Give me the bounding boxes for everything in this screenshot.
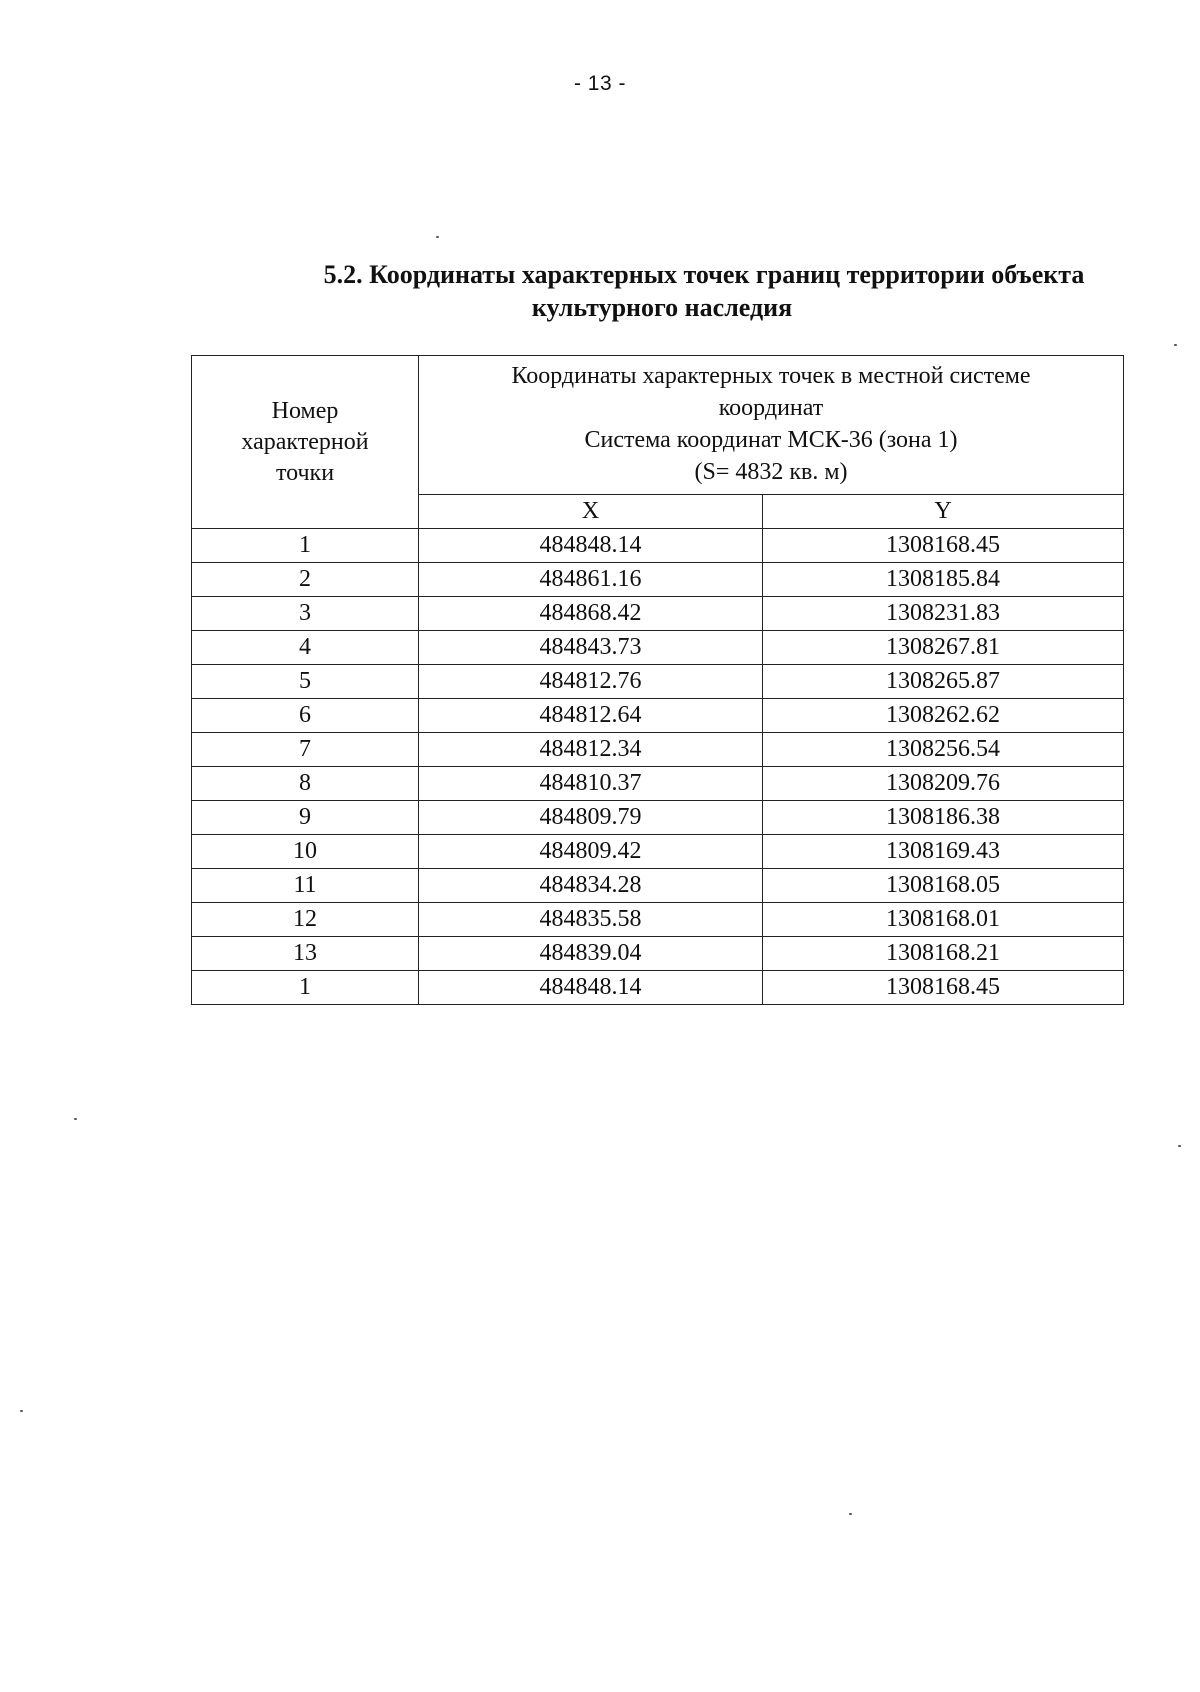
y-coordinate-cell: 1308265.87 (763, 665, 1124, 699)
table-row (192, 665, 1124, 699)
x-coordinate-cell: 484839.04 (419, 937, 763, 971)
page-number: - 13 - (573, 72, 626, 95)
x-coordinate-cell: 484861.16 (419, 563, 763, 597)
point-number-cell: 11 (192, 869, 419, 903)
y-coordinate-cell: 1308185.84 (763, 563, 1124, 597)
point-number-cell: 8 (192, 767, 419, 801)
y-coordinate-cell: 1308256.54 (763, 733, 1124, 767)
table-row (192, 733, 1124, 767)
y-coordinate-cell: 1308267.81 (763, 631, 1124, 665)
coordinates-header-line: Система координат МСК-36 (зона 1) (584, 427, 958, 453)
scan-speck (849, 1513, 852, 1515)
point-number-header-line: Номер (271, 397, 339, 424)
coordinates-header-line: координат (718, 395, 824, 421)
section-heading-line-1: 5.2. Координаты характерных точек границ территории объекта (323, 260, 1085, 289)
y-coordinate-cell: 1308168.21 (763, 937, 1124, 971)
coordinates-table (191, 355, 1124, 1005)
point-number-cell: 10 (192, 835, 419, 869)
table-row (192, 869, 1124, 903)
point-number-cell: 4 (192, 631, 419, 665)
x-coordinate-cell: 484809.79 (419, 801, 763, 835)
x-coordinate-cell: 484812.34 (419, 733, 763, 767)
x-coordinate-cell: 484868.42 (419, 597, 763, 631)
coordinates-header-line: (S= 4832 кв. м) (694, 459, 848, 485)
point-number-cell: 1 (192, 971, 419, 1005)
x-coordinate-cell: 484834.28 (419, 869, 763, 903)
y-coordinate-cell: 1308209.76 (763, 767, 1124, 801)
point-number-cell: 5 (192, 665, 419, 699)
point-number-header-line: характерной (241, 428, 369, 455)
x-column-header: X (419, 495, 763, 529)
table-row (192, 971, 1124, 1005)
scan-speck (74, 1118, 77, 1120)
y-coordinate-cell: 1308168.45 (763, 529, 1124, 563)
y-coordinate-cell: 1308168.01 (763, 903, 1124, 937)
point-number-cell: 12 (192, 903, 419, 937)
table-row (192, 835, 1124, 869)
table-header-row (192, 356, 1124, 495)
table-row (192, 903, 1124, 937)
x-coordinate-cell: 484843.73 (419, 631, 763, 665)
table-row (192, 937, 1124, 971)
table-row (192, 529, 1124, 563)
scan-speck (436, 236, 439, 238)
point-number-cell: 9 (192, 801, 419, 835)
section-heading (270, 258, 1130, 324)
point-number-cell: 3 (192, 597, 419, 631)
point-number-cell: 6 (192, 699, 419, 733)
coordinates-header-line: Координаты характерных точек в местной системе (511, 363, 1031, 389)
y-coordinate-cell: 1308168.05 (763, 869, 1124, 903)
point-number-header (192, 356, 419, 529)
table-row (192, 767, 1124, 801)
section-heading-line-2: культурного наследия (531, 293, 793, 322)
point-number-cell: 2 (192, 563, 419, 597)
y-coordinate-cell: 1308169.43 (763, 835, 1124, 869)
x-coordinate-cell: 484812.64 (419, 699, 763, 733)
scan-speck (1178, 1145, 1181, 1147)
table-row (192, 563, 1124, 597)
table-row (192, 631, 1124, 665)
x-coordinate-cell: 484848.14 (419, 971, 763, 1005)
x-coordinate-cell: 484812.76 (419, 665, 763, 699)
table-row (192, 801, 1124, 835)
point-number-header-line: точки (275, 459, 335, 486)
table-row (192, 597, 1124, 631)
x-coordinate-cell: 484848.14 (419, 529, 763, 563)
y-coordinate-cell: 1308168.45 (763, 971, 1124, 1005)
point-number-cell: 13 (192, 937, 419, 971)
scan-speck (1174, 344, 1177, 346)
point-number-cell: 1 (192, 529, 419, 563)
table-row (192, 699, 1124, 733)
point-number-cell: 7 (192, 733, 419, 767)
y-column-header: Y (763, 495, 1124, 529)
coordinates-header (419, 356, 1124, 495)
x-coordinate-cell: 484835.58 (419, 903, 763, 937)
y-coordinate-cell: 1308262.62 (763, 699, 1124, 733)
y-coordinate-cell: 1308231.83 (763, 597, 1124, 631)
x-coordinate-cell: 484810.37 (419, 767, 763, 801)
y-coordinate-cell: 1308186.38 (763, 801, 1124, 835)
scan-speck (20, 1410, 23, 1412)
x-coordinate-cell: 484809.42 (419, 835, 763, 869)
